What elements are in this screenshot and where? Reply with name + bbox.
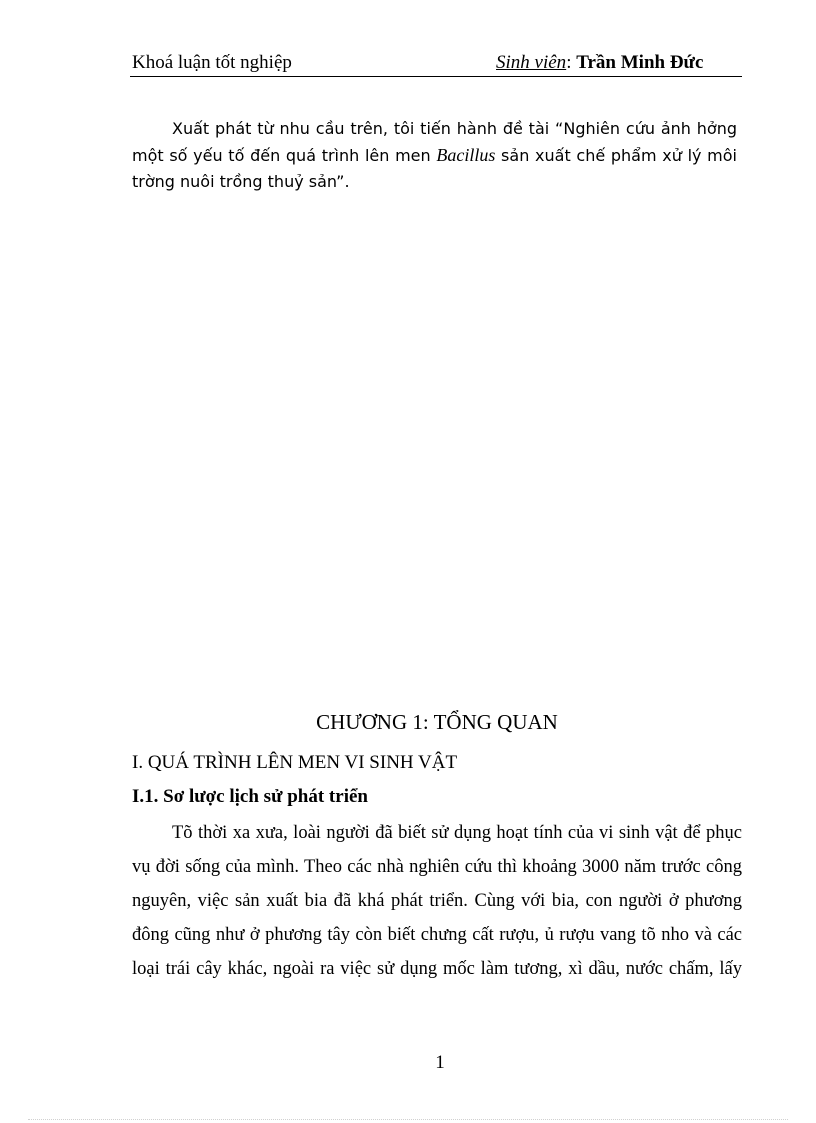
header-student (496, 52, 703, 74)
page-header (130, 50, 742, 77)
intro-text-before: Xuất phát từ nhu cầu trên, tôi tiến hành đề tài “Nghiên cứu ảnh hởng một số yếu tố đến quá trình lên men (132, 119, 737, 165)
header-title: Khoá luận tốt nghiệp (132, 52, 292, 73)
page-bottom-divider (28, 1119, 788, 1120)
student-name: Trần Minh Đức (576, 52, 704, 73)
page-number: 1 (435, 1052, 445, 1073)
chapter-title: CHƯƠNG 1: TỔNG QUAN (316, 710, 558, 734)
student-separator: : (566, 52, 577, 73)
body-paragraph: Tõ thời xa xưa, loài người đã biết sử dụng hoạt tính của vi sinh vật để phục vụ đời sống của mình. Theo các nhà nghiên cứu thì khoảng 3000 năm trước công nguyên, việc sản xuất bia đã khá phát triển. Cùng với bia, con người ở phương đông cũng như ở phương tây còn biết chưng cất rượu, ủ rượu vang tõ nho và các loại trái cây khác, ngoài ra việc sử dụng mốc làm tương, xì dầu, nước chấm, lấy (132, 823, 742, 979)
section-title: I. QUÁ TRÌNH LÊN MEN VI SINH VẬT (132, 752, 458, 773)
intro-paragraph (132, 116, 737, 195)
student-label: Sinh viên (496, 52, 567, 73)
intro-text-after: sản xuất chế phẩm xử lý môi trờng nuôi trồng thuỷ sản”. (132, 146, 737, 191)
intro-italic-term: Bacillus (436, 145, 496, 165)
subsection-title: I.1. Sơ lược lịch sử phát triển (132, 786, 368, 807)
